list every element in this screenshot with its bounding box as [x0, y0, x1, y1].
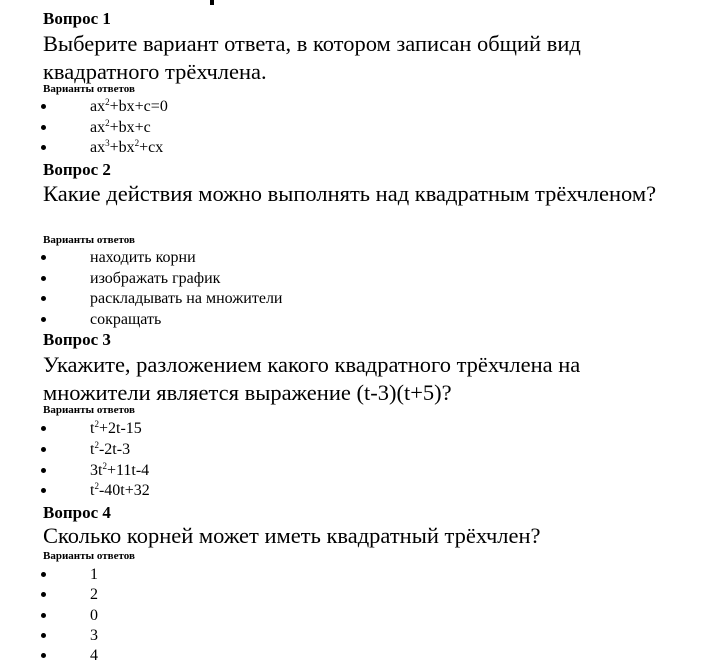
- answer-text: 0: [90, 607, 98, 624]
- answer-item: [0, 118, 640, 138]
- exponent: 2: [102, 461, 107, 471]
- answer-item: [0, 97, 640, 117]
- bullet-icon: [41, 296, 46, 301]
- answer-text: $t^2-40t+32$: [90, 481, 150, 499]
- answer-item: [0, 481, 640, 501]
- answer-item: [0, 138, 640, 158]
- answer-text: $t^2-2t-3$: [90, 440, 131, 458]
- answer-item: [0, 419, 640, 439]
- answer-item: [0, 565, 640, 585]
- answer-text: $ax^2+bx+c$: [90, 118, 151, 136]
- answer-item: [0, 269, 640, 289]
- answer-text: сокращать: [90, 311, 162, 328]
- bullet-icon: [41, 317, 46, 322]
- bullet-icon: [41, 613, 46, 618]
- bullet-icon: [41, 592, 46, 597]
- bullet-icon: [41, 488, 46, 493]
- answer-item: [0, 606, 640, 626]
- answer-text: 1: [90, 566, 98, 583]
- answer-text: $ax^2+bx+c=0$: [90, 97, 168, 115]
- bullet-icon: [41, 145, 46, 150]
- question-label: Вопрос 2: [43, 160, 111, 179]
- exponent: 3: [105, 138, 110, 148]
- answer-item: [0, 585, 640, 605]
- question-text: Сколько корней может иметь квадратный трёхчлен?: [43, 523, 541, 548]
- question-text: Какие действия можно выполнять над квадратным трёхчленом?: [43, 181, 657, 206]
- bullet-icon: [41, 426, 46, 431]
- answer-text: $ax^3+bx^2+cx$: [90, 138, 164, 156]
- exponent: 2: [105, 118, 110, 128]
- question-text: Выберите вариант ответа, в котором записан общий вид квадратного трёхчлена.: [43, 31, 581, 84]
- answer-text: 4: [90, 647, 98, 664]
- bullet-icon: [41, 653, 46, 658]
- variants-label: Варианты ответов: [43, 83, 135, 95]
- question-label: Вопрос 4: [43, 503, 111, 522]
- answer-item: [0, 626, 640, 646]
- exponent: 2: [134, 138, 140, 148]
- bullet-icon: [41, 255, 46, 260]
- question-label: Вопрос 3: [43, 330, 111, 349]
- bullet-icon: [41, 468, 46, 473]
- answer-text: изображать график: [90, 270, 221, 287]
- bullet-icon: [41, 276, 46, 281]
- bullet-icon: [41, 447, 46, 452]
- answer-text: раскладывать на множители: [90, 290, 283, 307]
- answer-item: [0, 440, 640, 460]
- variants-label: Варианты ответов: [43, 234, 135, 246]
- question-label: Вопрос 1: [43, 9, 111, 28]
- answer-text: 2: [90, 586, 98, 603]
- variants-label: Варианты ответов: [43, 550, 135, 562]
- variants-label: Варианты ответов: [43, 404, 135, 416]
- answer-item: [0, 248, 640, 268]
- exponent: 2: [94, 419, 99, 429]
- exponent: 2: [94, 481, 99, 491]
- answer-item: [0, 461, 640, 481]
- bullet-icon: [41, 125, 46, 130]
- exponent: 2: [105, 97, 110, 107]
- exponent: 2: [94, 440, 99, 450]
- bullet-icon: [41, 572, 46, 577]
- bullet-icon: [41, 633, 46, 638]
- answer-text: $3t^2+11t-4$: [90, 461, 150, 479]
- answer-item: [0, 289, 640, 309]
- top-edge-mark: [210, 0, 214, 5]
- answer-text: 3: [90, 627, 98, 644]
- answer-item: [0, 646, 640, 666]
- answer-text: $t^2+2t-15$: [90, 419, 142, 437]
- answer-text: находить корни: [90, 249, 196, 266]
- question-text: Укажите, разложением какого квадратного трёхчлена на множители является выражение (t-3)(t+5)?: [43, 352, 581, 405]
- answer-item: [0, 310, 640, 330]
- bullet-icon: [41, 104, 46, 109]
